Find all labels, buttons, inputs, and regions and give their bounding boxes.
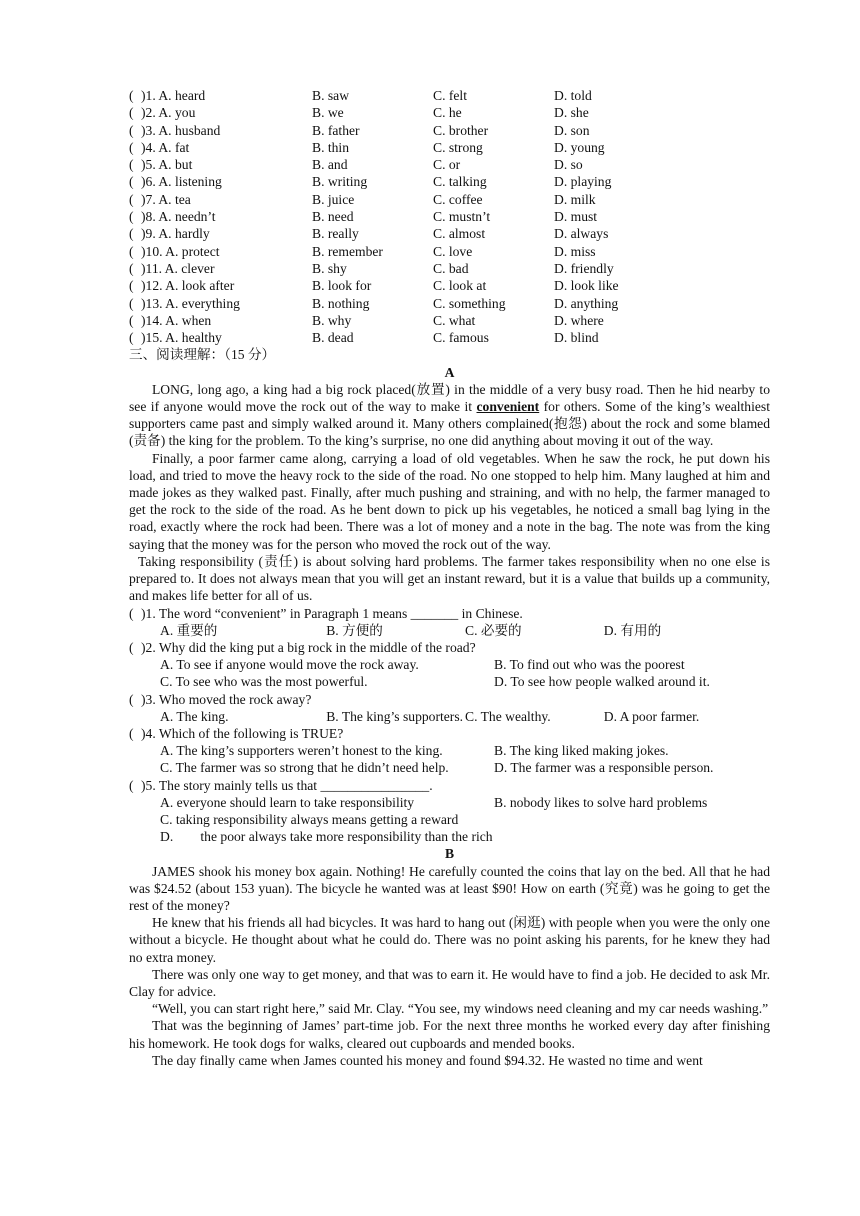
- cloze-row: ( )2. A. you B. we C. he D. she: [129, 105, 589, 121]
- cloze-row: ( )5. A. but B. and C. or D. so: [129, 157, 583, 173]
- cloze-row: ( )7. A. tea B. juice C. coffee D. milk: [129, 191, 596, 207]
- cloze-options: [129, 87, 770, 346]
- options: A. The king. B. The king’s supporters. C. The wealthy. D. A poor farmer.: [160, 708, 700, 724]
- paragraph: The day finally came when James counted his money and found $94.32. He wasted no time and went: [152, 1052, 703, 1068]
- paragraph: LONG, long ago, a king had a big rock placed(放置) in the middle of a very busy road. Then he hid nearby to see if anyone would move the rock out of the way to make it convenient for others. Some of the king’s wealthiest supporters came past and simply walked around it. Many others complained(抱怨) about the rock and some blamed (责备) the king for the problem. To the king’s surprise, no one did anything about moving it out of the way.: [129, 381, 770, 449]
- cloze-row: ( )10. A. protect B. remember C. love D. miss: [129, 243, 596, 259]
- passage-a: [129, 364, 770, 846]
- cloze-row: ( )14. A. when B. why C. what D. where: [129, 312, 604, 328]
- paragraph: Taking responsibility (责任) is about solving hard problems. The farmer takes responsibility when no one else is prepared to. It does not always mean that you will get an instant reward, but it is a value that builds up a community, and makes life better for all of us.: [129, 553, 770, 604]
- passage-b: [129, 845, 770, 1069]
- cloze-row: ( )13. A. everything B. nothing C. something D. anything: [129, 295, 619, 311]
- keyword-convenient: convenient: [476, 399, 540, 415]
- cloze-row: ( )6. A. listening B. writing C. talking D. playing: [129, 174, 612, 190]
- paragraph: Finally, a poor farmer came along, carrying a load of old vegetables. When he saw the rock, he put down his load, and tried to move the heavy rock to the side of the road. No one stopped to help him. Many laughed at him and made jokes as they walked past. Finally, after much pushing and straining, and with no help, the farmer managed to get the rock to the side of the road. As he bent down to pick up his vegetables, he noticed a small bag lying in the road, exactly where the rock had been. There was a lot of money and a note in the bag. The note was from the king saying that the money was for the person who moved the rock out of the way.: [129, 450, 770, 552]
- question-1: ( )1. The word “convenient” in Paragraph 1 means _______ in Chinese. A. 重要的 B. 方便的 C. 必要的 D. 有用的: [129, 605, 770, 639]
- section-title: 三、阅读理解：（15 分）: [129, 347, 276, 363]
- cloze-row: ( )3. A. husband B. father C. brother D. son: [129, 122, 590, 138]
- paragraph: That was the beginning of James’ part-time job. For the next three months he worked every day after finishing his homework. He took dogs for walks, cleared out cupboards and mended books.: [129, 1018, 770, 1051]
- options: A. The king’s supporters weren’t honest to the king. B. The king liked making jokes.: [160, 743, 669, 759]
- question-4: ( )4. Which of the following is TRUE? A. The king’s supporters weren’t honest to the king. B. The king liked making jokes. C. The farmer was so strong that he didn’t need help. D. The farmer was a responsible person.: [129, 725, 770, 777]
- options: A. everyone should learn to take responsibility B. nobody likes to solve hard problems: [160, 794, 708, 810]
- worksheet-page: [129, 87, 770, 1069]
- question-3: ( )3. Who moved the rock away? A. The king. B. The king’s supporters. C. The wealthy. D. A poor farmer.: [129, 691, 770, 725]
- question-5: ( )5. The story mainly tells us that ________________. A. everyone should learn to take responsibility B. nobody likes to solve hard problems C. taking responsibility always means getting a reward D. the poor always take more responsibility than the rich: [129, 777, 770, 846]
- cloze-row: ( )8. A. needn’t B. need C. mustn’t D. must: [129, 209, 598, 225]
- paragraph: “Well, you can start right here,” said Mr. Clay. “You see, my windows need cleaning and my car needs washing.”: [152, 1001, 769, 1017]
- options: C. taking responsibility always means getting a reward: [160, 811, 459, 827]
- question-stem: )3. Who moved the rock away?: [141, 691, 312, 707]
- passage-a-label: A: [444, 364, 455, 380]
- paragraph: He knew that his friends all had bicycles. It was hard to hang out (闲逛) with people when you were the only one without a bicycle. He thought about what he could do. There was no point asking his parents, for he knew they had no extra money.: [129, 915, 770, 965]
- options: D. the poor always take more responsibility than the rich: [160, 829, 493, 845]
- question-stem: )4. Which of the following is TRUE?: [141, 725, 344, 741]
- options: A. To see if anyone would move the rock away. B. To find out who was the poorest: [160, 657, 685, 673]
- question-2: ( )2. Why did the king put a big rock in the middle of the road? A. To see if anyone would move the rock away. B. To find out who was the poorest C. To see who was the most powerful. D. To see how people walked around it.: [129, 639, 770, 691]
- options: C. To see who was the most powerful. D. To see how people walked around it.: [160, 674, 710, 690]
- passage-b-label: B: [444, 846, 455, 862]
- cloze-row: ( )4. A. fat B. thin C. strong D. young: [129, 139, 605, 155]
- question-stem: )5. The story mainly tells us that ________________.: [141, 777, 433, 793]
- options: C. The farmer was so strong that he didn’t need help. D. The farmer was a responsible person.: [160, 760, 714, 776]
- cloze-row: ( )12. A. look after B. look for C. look at D. look like: [129, 278, 619, 294]
- options: A. 重要的 B. 方便的 C. 必要的 D. 有用的: [160, 622, 662, 638]
- paragraph: JAMES shook his money box again. Nothing! He carefully counted the coins that lay on the bed. All that he had was $24.52 (about 153 yuan). The bicycle he wanted was at least $90! How on earth (究竟) was he going to get the rest of the money?: [129, 863, 770, 913]
- cloze-row: ( )11. A. clever B. shy C. bad D. friendly: [129, 260, 614, 276]
- question-stem: )1. The word “convenient” in Paragraph 1 means _______ in Chinese.: [141, 605, 523, 621]
- cloze-row: ( )1. A. heard B. saw C. felt D. told: [129, 88, 592, 103]
- paragraph: There was only one way to get money, and that was to earn it. He would have to find a job. He decided to ask Mr. Clay for advice.: [129, 966, 770, 999]
- cloze-row: ( )15. A. healthy B. dead C. famous D. blind: [129, 330, 599, 346]
- question-stem: )2. Why did the king put a big rock in the middle of the road?: [141, 639, 476, 655]
- cloze-row: ( )9. A. hardly B. really C. almost D. always: [129, 226, 609, 242]
